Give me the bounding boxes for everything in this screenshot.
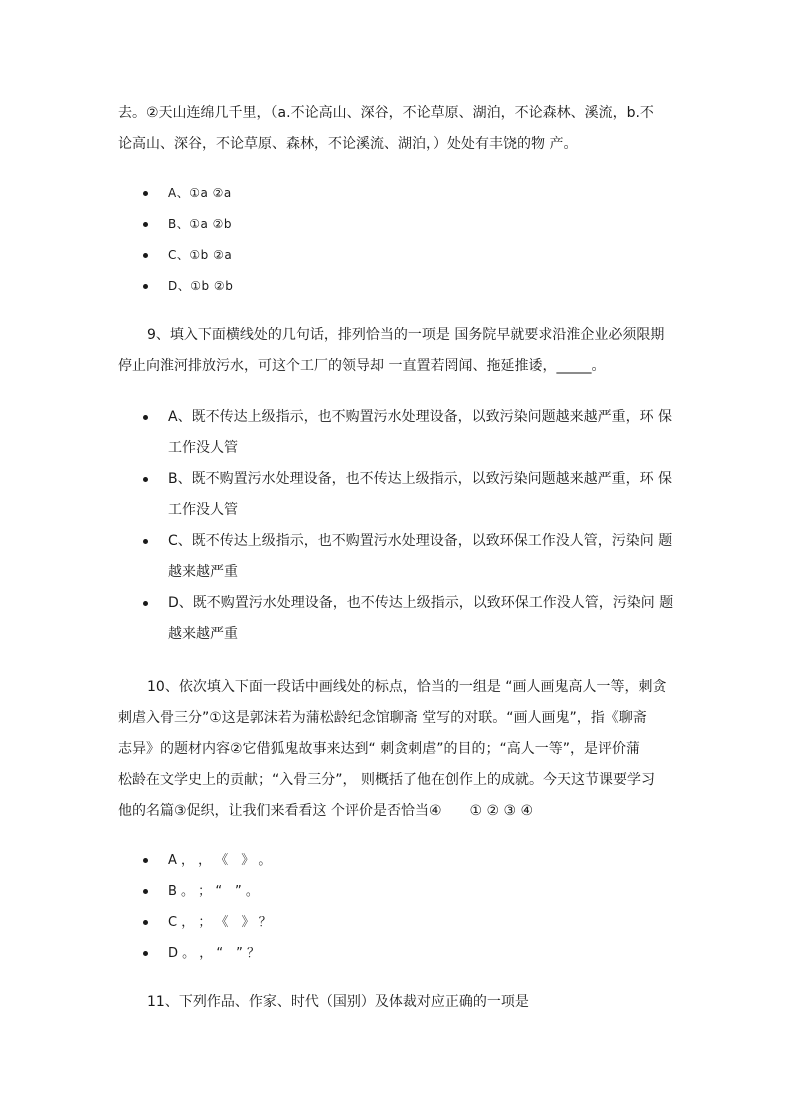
text-line: 他的名篇③促织，让我们来看看这 个评价是否恰当④ ① ② ③ ④ bbox=[118, 803, 534, 819]
bullet-icon bbox=[143, 539, 148, 544]
text-line: 停止向淮河排放污水，可这个工厂的领导却 一直置若罔闻、拖延推诿，_____。 bbox=[118, 358, 606, 374]
option-c: C、①b ②a bbox=[143, 240, 683, 271]
option-b: B、①a ②b bbox=[143, 209, 683, 240]
question-11-text bbox=[118, 987, 678, 1018]
bullet-icon bbox=[143, 601, 148, 606]
question-8-text bbox=[118, 98, 678, 160]
text-line: 论高山、深谷，不论草原、森林，不论溪流、湖泊，）处处有丰饶的物 产。 bbox=[118, 136, 578, 152]
bullet-icon bbox=[143, 477, 148, 482]
bullet-icon bbox=[143, 191, 148, 196]
bullet-icon bbox=[143, 253, 148, 258]
option-d: D、既不购置污水处理设备，也不传达上级指示，以致环保工作没人管，污染问 题 越来越严重 bbox=[143, 588, 683, 650]
option-d: D、①b ②b bbox=[143, 271, 683, 302]
text-line: 9、填入下面横线处的几句话，排列恰当的一项是 国务院早就要求沿淮企业必须限期 bbox=[147, 327, 665, 343]
option-c: C、既不传达上级指示，也不购置污水处理设备，以致环保工作没人管，污染问 题 越来越严重 bbox=[143, 526, 683, 588]
text-line: 去。②天山连绵几千里，（a.不论高山、深谷，不论草原、湖泊，不论森林、溪流，b.不 bbox=[118, 105, 654, 121]
text-line: 11、下列作品、作家、时代（国别）及体裁对应正确的一项是 bbox=[147, 994, 529, 1010]
bullet-icon bbox=[143, 951, 148, 956]
question-9-text bbox=[118, 320, 678, 382]
question-10-text bbox=[118, 672, 678, 827]
question-8-options bbox=[143, 178, 683, 302]
bullet-icon bbox=[143, 858, 148, 863]
text-line: 松龄在文学史上的贡献；“入骨三分”， 则概括了他在创作上的成就。今天这节课要学习 bbox=[118, 772, 655, 788]
option-a: A ， ， 《 》 。 bbox=[143, 845, 683, 876]
bullet-icon bbox=[143, 889, 148, 894]
option-c: C ， ； 《 》 ？ bbox=[143, 907, 683, 938]
question-9-options bbox=[143, 402, 683, 650]
option-a: A、①a ②a bbox=[143, 178, 683, 209]
bullet-icon bbox=[143, 415, 148, 420]
option-a: A、既不传达上级指示，也不购置污水处理设备，以致污染问题越来越严重，环 保 工作没人管 bbox=[143, 402, 683, 464]
option-b: B、既不购置污水处理设备，也不传达上级指示，以致污染问题越来越严重，环 保 工作没人管 bbox=[143, 464, 683, 526]
text-line: 刺虐入骨三分”①这是郭沫若为蒲松龄纪念馆聊斋 堂写的对联。“画人画鬼”，指《聊斋 bbox=[118, 710, 647, 726]
bullet-icon bbox=[143, 920, 148, 925]
bullet-icon bbox=[143, 222, 148, 227]
text-line: 10、依次填入下面一段话中画线处的标点，恰当的一组是 “画人画鬼高人一等，刺贪 bbox=[147, 679, 667, 695]
bullet-icon bbox=[143, 284, 148, 289]
option-b: B 。 ； “ ” 。 bbox=[143, 876, 683, 907]
question-10-options bbox=[143, 845, 683, 969]
text-line: 志异》的题材内容②它借狐鬼故事来达到“ 刺贪刺虐”的目的；“高人一等”，是评价蒲 bbox=[118, 741, 641, 757]
option-d: D 。 ， “ ” ？ bbox=[143, 938, 683, 969]
